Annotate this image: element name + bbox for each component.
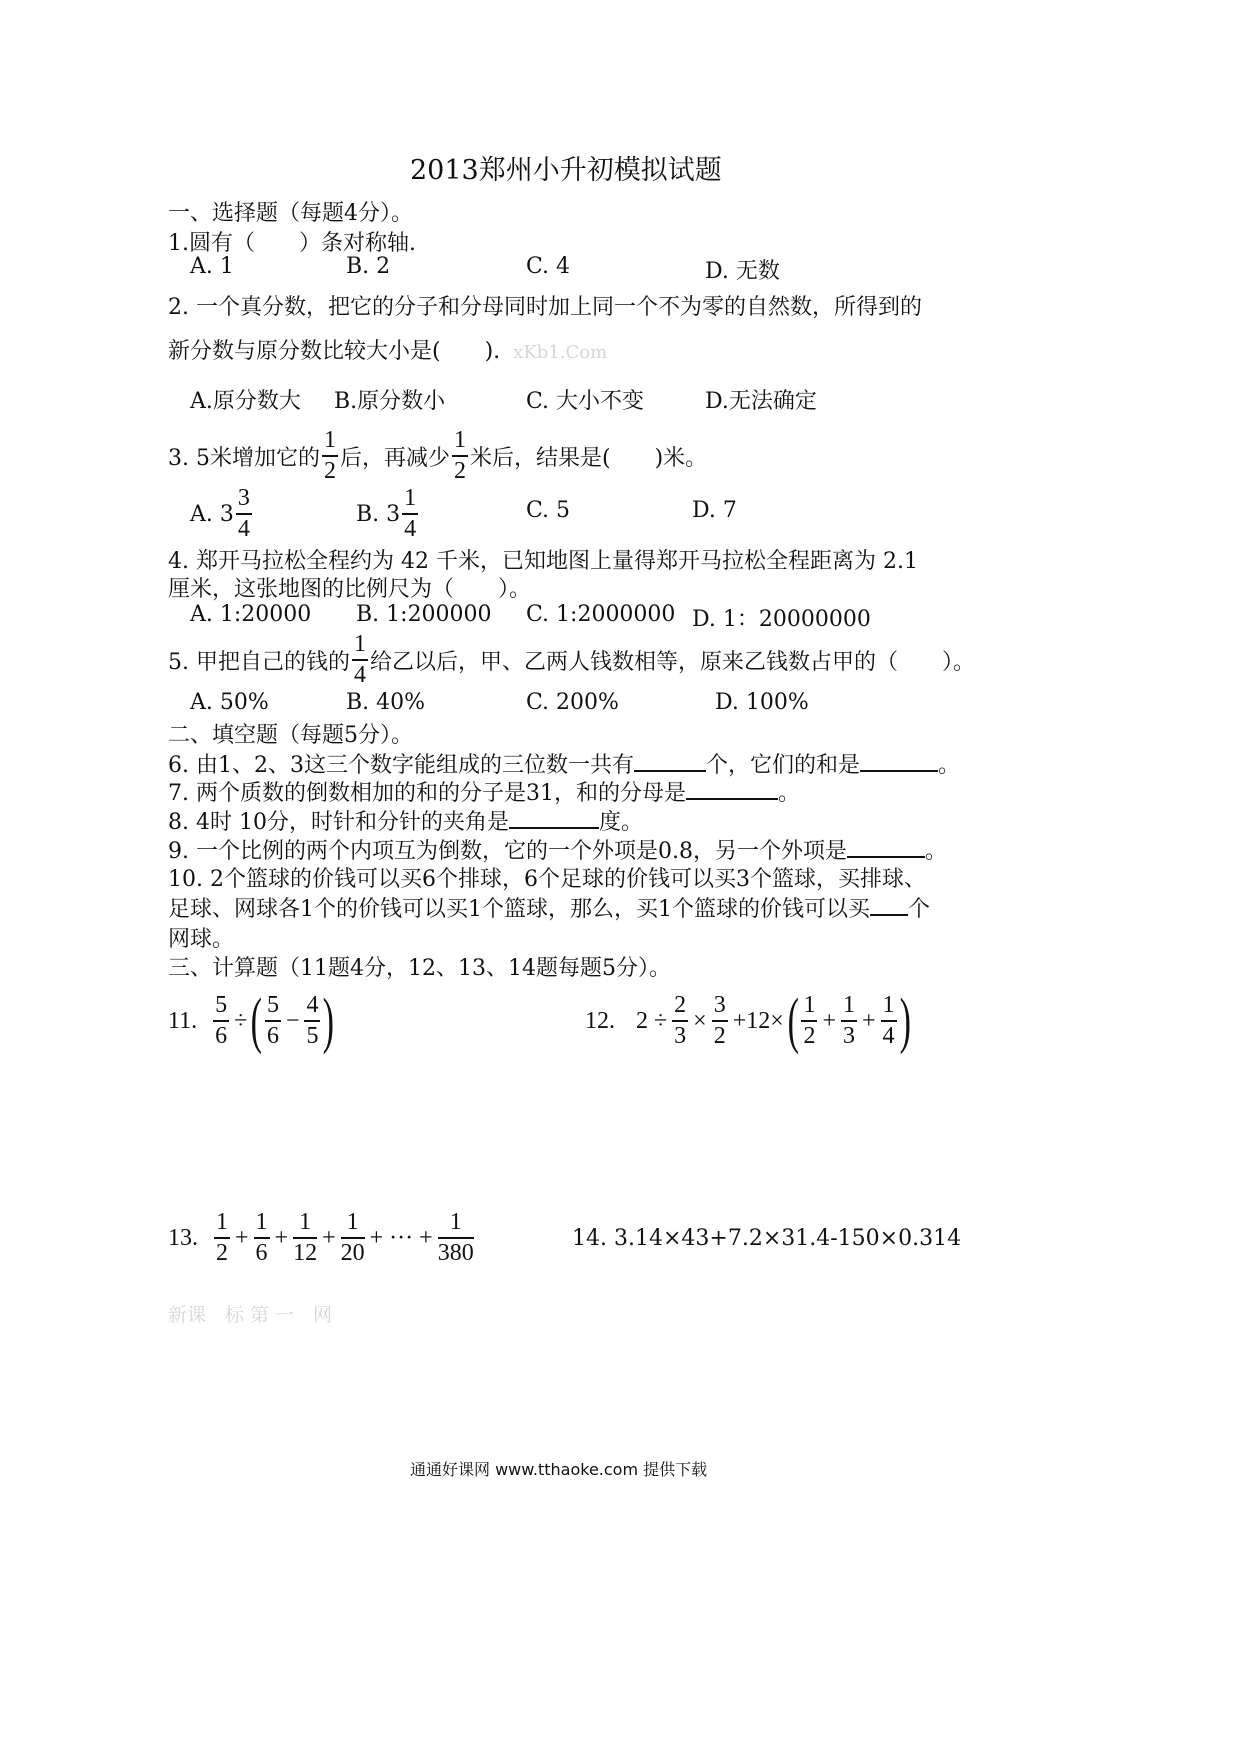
question-10-line-1: 10. 2个篮球的价钱可以买6个排球，6个足球的价钱可以买3个篮球，买排球、 [168, 867, 926, 892]
fraction: $\frac{1}{12}$ [293, 1209, 318, 1267]
page-title: 2013郑州小升初模拟试题 [410, 155, 722, 186]
question-number: 13. [168, 1224, 198, 1251]
fraction: $\frac{1}{2}$ [216, 1209, 228, 1267]
question-4-option-c: C. 1:2000000 [526, 602, 676, 627]
fraction: $\frac{2}{3}$ [674, 991, 687, 1049]
question-3-text-2: 后，再减少 [339, 445, 450, 471]
answer-blank[interactable] [870, 894, 908, 916]
fraction: $\frac{1}{2}$ [323, 427, 336, 485]
question-3-text-3: 米后，结果是( )米。 [470, 445, 708, 471]
question-2-line-2 [168, 334, 607, 365]
question-13: 13. $\frac{1}{2}$ + $\frac{1}{6}$ + $\frac{1}{12}$ + $\frac{1}{20}$ + ··· + $\frac{1}{380}$ [168, 1209, 474, 1267]
question-9: 9. 一个比例的两个内项互为倒数，它的一个外项是0.8，另一个外项是 。 [168, 834, 947, 865]
answer-blank[interactable] [686, 778, 778, 800]
question-10-line-2: 足球、网球各1个的价钱可以买1个篮球，那么，买1个篮球的价钱可以买 个 [168, 892, 930, 923]
fraction: $\frac{1}{3}$ [843, 991, 855, 1049]
question-1-option-b: B. 2 [346, 254, 391, 279]
fraction: $\frac{1}{2}$ [803, 991, 816, 1049]
question-5-text-1: 5. 甲把自己的钱的 [168, 649, 350, 675]
question-4-option-a: A. 1:20000 [190, 602, 312, 627]
question-3-option-d: D. 7 [692, 498, 737, 523]
question-5-text-2: 给乙以后，甲、乙两人钱数相等，原来乙钱数占甲的（ ）。 [369, 649, 975, 675]
section-heading-fill: 二、填空题（每题5分）。 [168, 723, 413, 748]
question-2-option-d: D.无法确定 [705, 389, 817, 414]
question-4-option-d: D. 1：20000000 [692, 607, 871, 632]
answer-blank[interactable] [847, 836, 925, 858]
question-7: 7. 两个质数的倒数相加的和的分子是31，和的分母是 。 [168, 776, 800, 807]
fraction: $\frac{1}{4}$ [882, 991, 895, 1049]
question-5-option-a: A. 50% [190, 690, 269, 715]
fraction: $\frac{3}{4}$ [237, 485, 250, 543]
question-4-option-b: B. 1:200000 [356, 602, 492, 627]
question-6: 6. 由1、2、3这三个数字能组成的三位数一共有 个，它们的和是 。 [168, 748, 960, 779]
question-8: 8. 4时 10分，时针和分针的夹角是 度。 [168, 805, 643, 836]
question-5-option-d: D. 100% [715, 690, 809, 715]
question-2-option-a: A.原分数大 [190, 389, 301, 414]
question-3-option-b: B. 3 $\frac{1}{4}$ [356, 485, 417, 543]
question-4-line-2: 厘米，这张地图的比例尺为（ ）。 [168, 577, 532, 602]
footer-credit: 通通好课网 www.tthaoke.com 提供下载 [410, 1460, 708, 1479]
question-10-line-3: 网球。 [168, 927, 235, 952]
section-heading-choice: 一、选择题（每题4分）。 [168, 201, 413, 226]
fraction: $\frac{1}{380}$ [437, 1209, 474, 1267]
question-1-option-c: C. 4 [526, 254, 571, 279]
answer-blank[interactable] [509, 807, 599, 829]
fraction: $\frac{1}{4}$ [404, 485, 417, 543]
question-5-stem [168, 632, 975, 688]
watermark-text: 新课 标 第 一 网 [168, 1304, 333, 1326]
answer-blank[interactable] [634, 750, 706, 772]
question-3-stem [168, 428, 707, 484]
question-3-text-1: 3. 5米增加它的 [168, 445, 320, 471]
fraction: $\frac{1}{2}$ [454, 427, 466, 485]
question-12: 12. 2 ÷ $\frac{2}{3}$ × $\frac{3}{2}$ +12× ( $\frac{1}{2}$ + $\frac{1}{3}$ + $\frac{1}{4}$ ) [585, 987, 911, 1055]
question-1-option-d: D. 无数 [705, 259, 780, 284]
fraction: $\frac{1}{6}$ [255, 1209, 268, 1267]
answer-blank[interactable] [860, 750, 938, 772]
question-4-line-1: 4. 郑开马拉松全程约为 42 千米，已知地图上量得郑开马拉松全程距离为 2.1 [168, 549, 918, 574]
question-2-stem-end: 新分数与原分数比较大小是( ). [168, 339, 501, 364]
fraction: $\frac{1}{4}$ [353, 631, 366, 689]
fraction: $\frac{4}{5}$ [306, 991, 319, 1049]
question-number: 11. [168, 1007, 198, 1034]
section-heading-calc: 三、计算题（11题4分，12、13、14题每题5分）。 [168, 956, 671, 981]
fraction: $\frac{5}{6}$ [215, 991, 228, 1049]
question-1-stem: 1.圆有（ ）条对称轴. [168, 231, 416, 256]
fraction: $\frac{5}{6}$ [266, 991, 279, 1049]
question-5-option-c: C. 200% [526, 690, 619, 715]
fraction: $\frac{3}{2}$ [713, 991, 726, 1049]
question-number: 12. [585, 1007, 615, 1034]
question-3-option-c: C. 5 [526, 498, 571, 523]
question-2-option-b: B.原分数小 [334, 389, 446, 414]
question-1-option-a: A. 1 [190, 254, 234, 279]
question-2-line-1: 2. 一个真分数，把它的分子和分母同时加上同一个不为零的自然数，所得到的 [168, 295, 922, 320]
question-14: 14. 3.14×43+7.2×31.4-150×0.314 [572, 1226, 962, 1251]
question-3-option-a: A. 3 $\frac{3}{4}$ [190, 485, 250, 543]
question-5-option-b: B. 40% [346, 690, 426, 715]
watermark-text: xKb1.Com [513, 342, 608, 363]
question-2-option-c: C. 大小不变 [526, 389, 645, 414]
question-11: 11. $\frac{5}{6}$ ÷ ( $\frac{5}{6}$ − $\frac{4}{5}$ ) [168, 987, 335, 1055]
fraction: $\frac{1}{20}$ [340, 1209, 365, 1267]
